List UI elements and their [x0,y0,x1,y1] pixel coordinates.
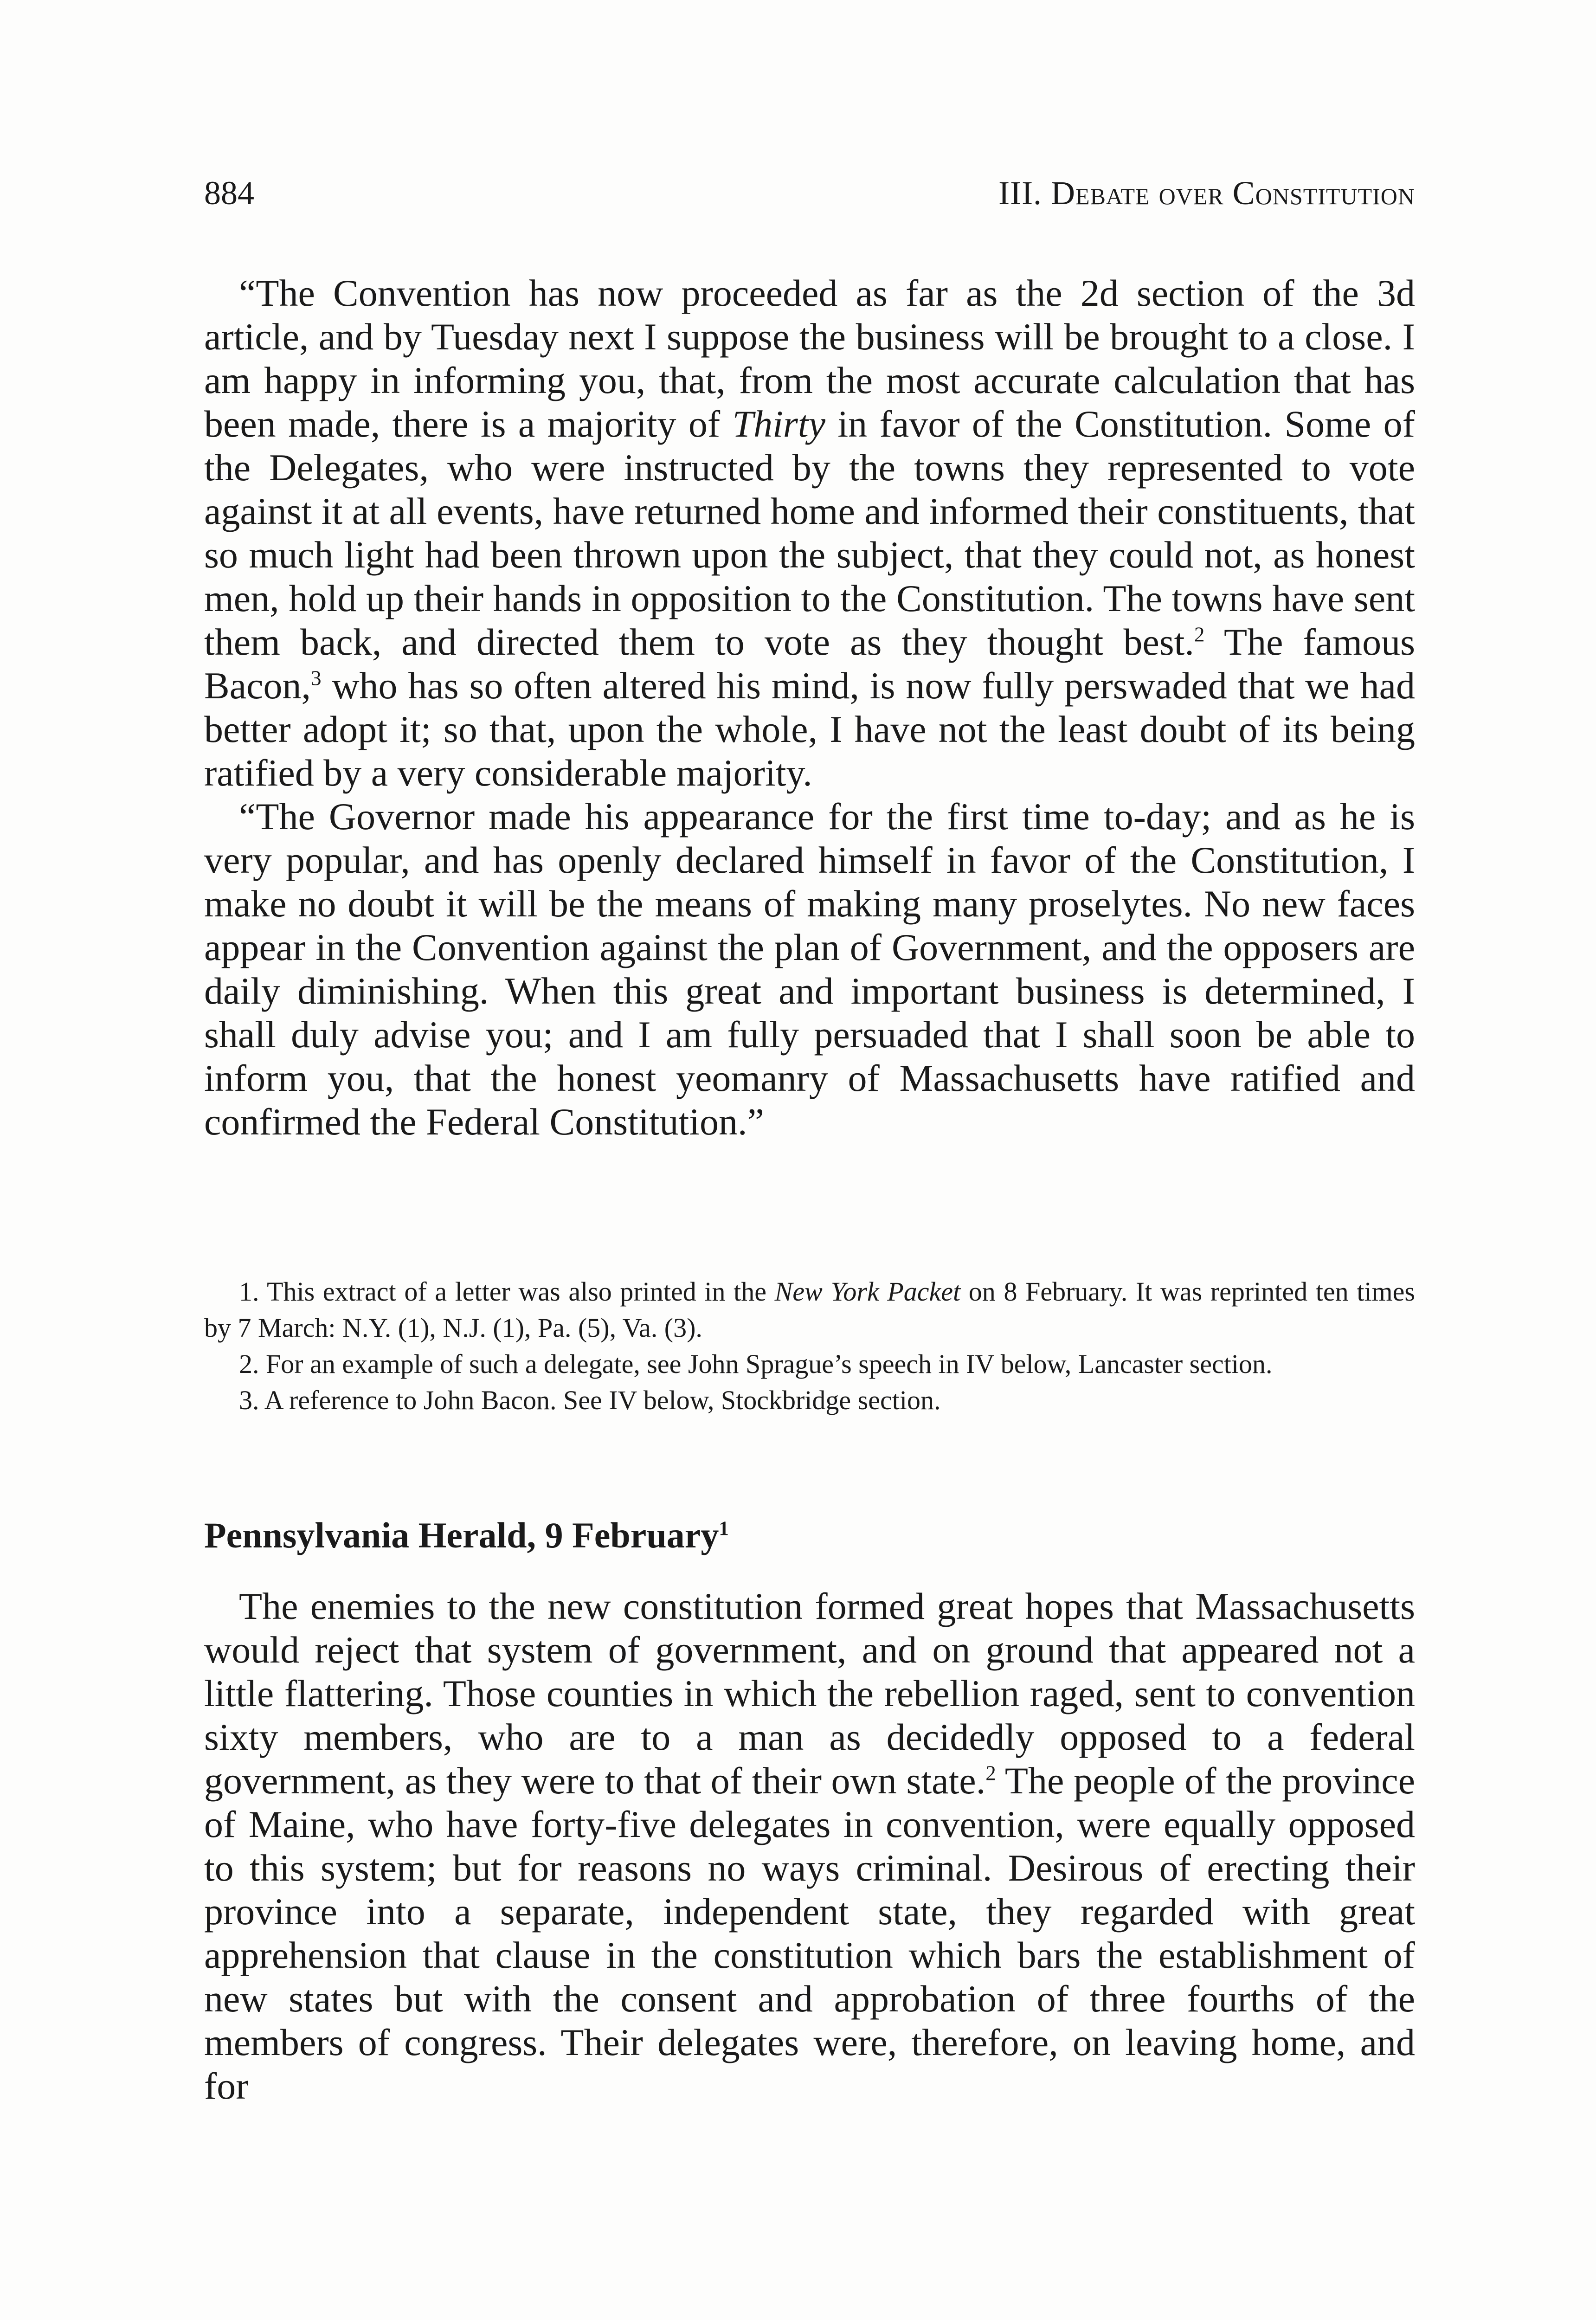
letter-extract [204,271,1415,1144]
footnote-ref-2[interactable]: 2 [1194,623,1205,646]
footnote-2: 2. For an example of such a delegate, see John Sprague’s speech in IV below, Lancaster section. [239,1349,1273,1379]
quote-paragraph-1: “The Convention has now proceeded as far as the 2d section of the 3d article, and by Tuesday next I suppose the business will be brought to a close. I am happy in informing you, that, from the most accurate calculation that has been made, there is a majority of Thirty in favor of the Constitution. Some of the Delegates, who were instructed by the towns they represented to vote against it at all events, have returned home and informed their constituents, that so much light had been thrown upon the subject, that they could not, as honest men, hold up their hands in opposition to the Constitution. The towns have sent them back, and directed them to vote as they thought best.$^2$ The famous Bacon,$^3$ who has so often altered his mind, is now fully perswaded that we had better adopt it; so that, upon the whole, I have not the least doubt of its being ratified by a very considerable majority. [204,272,1415,794]
footnote-ref-2[interactable]: 2 [985,1761,996,1785]
page-header [204,176,1415,227]
footnote-1: 1. This extract of a letter was also printed in the New York Packet on 8 February. It was reprinted ten times by 7 March: N.Y. (1), N.J. (1), Pa. (5), Va. (3). [204,1276,1415,1343]
footnotes [204,1274,1415,1418]
publication-title: New York Packet [774,1276,961,1307]
section-heading: Pennsylvania Herald, 9 February$^1$ [204,1515,729,1555]
article-body [204,1585,1415,2108]
footnote-ref-1[interactable]: 1 [719,1518,729,1540]
emphasis-thirty: Thirty [732,403,826,445]
running-head: III. Debate over Constitution [998,174,1415,212]
page-number: 884 [204,174,254,212]
footnote-ref-3[interactable]: 3 [310,666,322,690]
footnote-3: 3. A reference to John Bacon. See IV below, Stockbridge section. [239,1385,941,1415]
article-paragraph: The enemies to the new constitution formed great hopes that Massachusetts would reject that system of government, and on ground that appeared not a little flattering. Those counties in which the rebellion raged, sent to convention sixty members, who are to a man as decidedly opposed to a federal government, as they were to that of their own state.$^2$ The people of the province of Maine, who have forty-five delegates in convention, were equally opposed to this system; but for reasons no ways criminal. Desirous of erecting their province into a separate, independent state, they regarded with great apprehension that clause in the constitution which bars the establishment of new states but with the consent and approbation of three fourths of the members of congress. Their delegates were, therefore, on leaving home, and for [204,1585,1415,2107]
quote-paragraph-2: “The Governor made his appearance for the first time to-day; and as he is very popular, and has openly declared himself in favor of the Constitution, I make no doubt it will be the means of making many proselytes. No new faces appear in the Convention against the plan of Government, and the opposers are daily diminishing. When this great and important business is determined, I shall duly advise you; and I am fully persuaded that I shall soon be able to inform you, that the honest yeomanry of Massachusetts have ratified and confirmed the Federal Constitution.” [204,795,1415,1143]
